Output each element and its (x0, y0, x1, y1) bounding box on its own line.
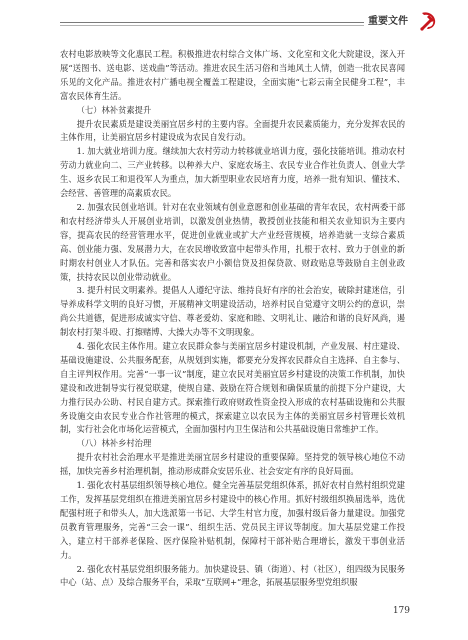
paragraph-item-3: 3. 提升村民文明素养。提倡人人遵纪守法、维持良好有序的社会治安，破除封建迷信，引导养成科学文明的良好习惯，开展精神文明建设活动，培养村民自觉遵守文明公约的意识，崇尚公共道德，促进形成诚实守信、尊老爱幼、家庭和睦、文明礼让、融洽和谐的良好风尚，遏制农村打架斗殴、打擦赌博、大操大办等不文明现象。 (60, 285, 405, 338)
paragraph-item-8-2: 2. 强化农村基层党组织服务能力。加快建设县、镇（街道）、村（社区），组四级为民服务中心（站、点）及综合服务平台，采取“互联网+”理念，拓展基层服务型党组织服 (60, 563, 405, 588)
paragraph-intro-8: 提升农村社会治理水平是推进美丽宜居乡村建设的重要保障。坚持党的领导核心地位不动摇，加快完善乡村治理机制，推动形成群众安居乐业、社会安定有序的良好局面。 (60, 452, 405, 477)
running-header (0, 10, 468, 36)
paragraph-item-8-1: 1. 强化农村基层组织领导核心地位。健全完善基层党组织体系，抓好农村自然村组织党建工作，发挥基层党组织在推进美丽宜居乡村建设中的核心作用。抓好村级组织换届选举，选优配强村班子和带头人，加大选派第一书记、大学生村官力度，加强村级后备力量建设。加强党员教育管理服务，完善“三会一课”、组织生活、党员民主评议等制度。加大基层党建工作投入，建立村干部养老保险、医疗保险补贴机制，保障村干部补贴合理增长，激发干事创业活力。 (60, 480, 405, 560)
paragraph-item-1: 1. 加大就业培训力度。继续加大农村劳动力转移就业培训力度，强化技能培训。推动农村劳动力就业向二、三产业转移。以种养大户、家庭农场主、农民专业合作社负责人、创业大学生、返乡农民工和退役军人为重点，加大新型职业农民培育力度，培养一批有知识、懂技术、会经营、善管理的高素质农民。 (60, 146, 405, 199)
paragraph-item-2: 2. 加强农民创业培训。针对在农业领域有创业意愿和创业基础的青年农民，农村两委干部和农村经济带头人开展创业培训，以激发创业热情，教授创业技能和相关农业知识为主要内容，提高农民的经营管理水平，促进创业就业或扩大产业经营规模，培养造就一支综合素质高、创业能力强、发展潜力大，在农民增收致富中起带头作用，扎根于农村、致力于创业的新时期农村创业人才队伍。完善和落实农户小额信贷及担保贷款、财政贴息等鼓励自主创业政策，扶持农民以创业带动就业。 (60, 201, 405, 282)
header-rule (60, 22, 410, 23)
header-section-label: 重要文件 (364, 13, 410, 31)
paragraph-item-4: 4. 强化农民主体作用。建立农民群众参与美丽宜居乡村建设机制，产业发展、村庄建设、基础设施建设、公共服务配套，从规划到实施，都要充分发挥农民群众自主选择、自主参与、自主评判权作用。完善“一事一议”制度，建立农民对美丽宜居乡村建设的决策工作机制，加快建设和改进制导实行视觉联建，使规自建、鼓励在符合规划和确保质量的前提下分户建设，大力推行民办公助、村民自建方式。探索推行政府财政性资金投入形成的农村基础设施和公共服务设施交由农民专业合作社管理的模式，探索建立以农民为主体的美丽宜居乡村管理长效机制，实行社会化市场化运营模式，全面加强村内卫生保洁和公共基础设施日常维护工作。 (60, 341, 405, 435)
document-body (60, 48, 405, 590)
paragraph-continuation: 农村电影放映等文化惠民工程。积极推进农村综合文体广场、文化室和文化大院建设，深入开展“送图书、送电影、送戏曲”等活动。推进农民生活习俗和当地风土人情，创造一批农民喜闻乐见的文化产品。推进农村广播电视全覆盖工程建设，全面实施“七彩云南全民健身工程”，丰富农民体育生活。 (60, 49, 405, 101)
page-number: 179 (392, 606, 410, 616)
party-emblem-icon (418, 10, 438, 32)
paragraph-intro-7: 提升农民素质是建设美丽宜居乡村的主要内容。全面提升农民素质能力，充分发挥农民的主体作用，让美丽宜居乡村建设成为农民自发行动。 (60, 118, 405, 143)
header-rule-secondary (60, 25, 410, 26)
section-heading-8: （八）林补乡村治理 (76, 438, 152, 449)
section-heading-7: （七）林补贫素提升 (76, 104, 152, 115)
